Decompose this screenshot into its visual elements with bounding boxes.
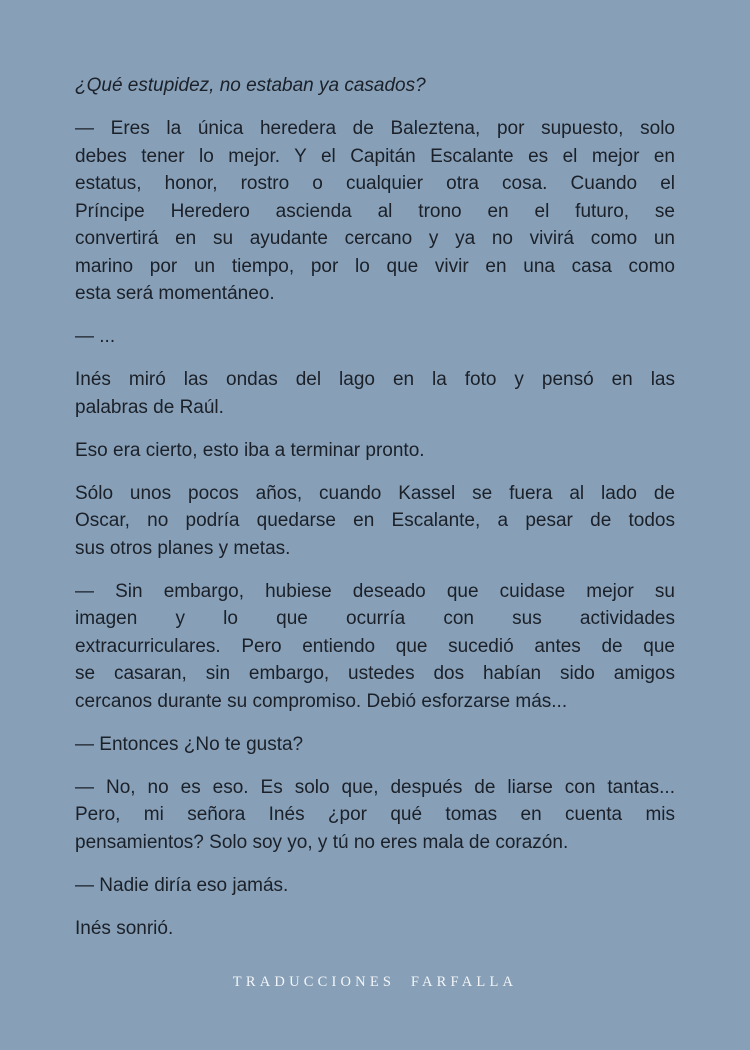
text-line: sus otros planes y metas. (75, 537, 291, 559)
text-line: marino por un tiempo, por lo que vivir en una casa como (75, 255, 675, 277)
text-line: — ... (75, 326, 116, 347)
text-line: Pero, mi señora Inés ¿por qué tomas en cuenta mis (75, 804, 675, 825)
text-line: Sólo unos pocos años, cuando Kassel se fuera al lado de (75, 482, 675, 504)
italic-paragraph (75, 72, 675, 100)
text-line: cercanos durante su compromiso. Debió esforzarse más... (75, 690, 568, 712)
paragraph (75, 366, 675, 421)
paragraph (75, 731, 675, 759)
text-line: — Eres la única heredera de Baleztena, por supuesto, solo (75, 118, 675, 139)
text-line: palabras de Raúl. (75, 396, 224, 418)
text-line: imagen y lo que ocurría con sus actividades (75, 608, 675, 629)
text-line: Oscar, no podría quedarse en Escalante, a pesar de todos (75, 510, 675, 531)
text-line: extracurriculares. Pero entiendo que sucedió antes de que (75, 635, 675, 657)
text-line: Príncipe Heredero ascienda al trono en el futuro, se (75, 200, 675, 222)
text-line: pensamientos? Solo soy yo, y tú no eres mala de corazón. (75, 831, 569, 853)
text-line: — Entonces ¿No te gusta? (75, 733, 304, 755)
text-line: Inés miró las ondas del lago en la foto y pensó en las (75, 369, 675, 390)
text-line: Inés sonrió. (75, 917, 174, 939)
text-line: esta será momentáneo. (75, 283, 275, 304)
text-line: — Nadie diría eso jamás. (75, 874, 289, 896)
publisher-footer: TRADUCCIONES FARFALLA (232, 974, 518, 990)
paragraph (75, 774, 675, 857)
paragraph (75, 323, 675, 351)
text-line: — No, no es eso. Es solo que, después de liarse con tantas... (75, 776, 675, 798)
paragraph (75, 915, 675, 943)
text-line: debes tener lo mejor. Y el Capitán Escalante es el mejor en (75, 145, 675, 167)
page-body-text (75, 72, 675, 958)
text-line: Eso era cierto, esto iba a terminar pronto. (75, 439, 425, 461)
paragraph (75, 480, 675, 563)
paragraph (75, 437, 675, 465)
paragraph (75, 578, 675, 716)
text-line: ¿Qué estupidez, no estaban ya casados? (75, 75, 426, 96)
paragraph (75, 115, 675, 308)
text-line: convertirá en su ayudante cercano y ya no vivirá como un (75, 228, 675, 249)
paragraph (75, 872, 675, 900)
text-line: — Sin embargo, hubiese deseado que cuidase mejor su (75, 580, 675, 602)
text-line: estatus, honor, rostro o cualquier otra cosa. Cuando el (75, 173, 675, 194)
text-line: se casaran, sin embargo, ustedes dos habían sido amigos (75, 663, 675, 684)
